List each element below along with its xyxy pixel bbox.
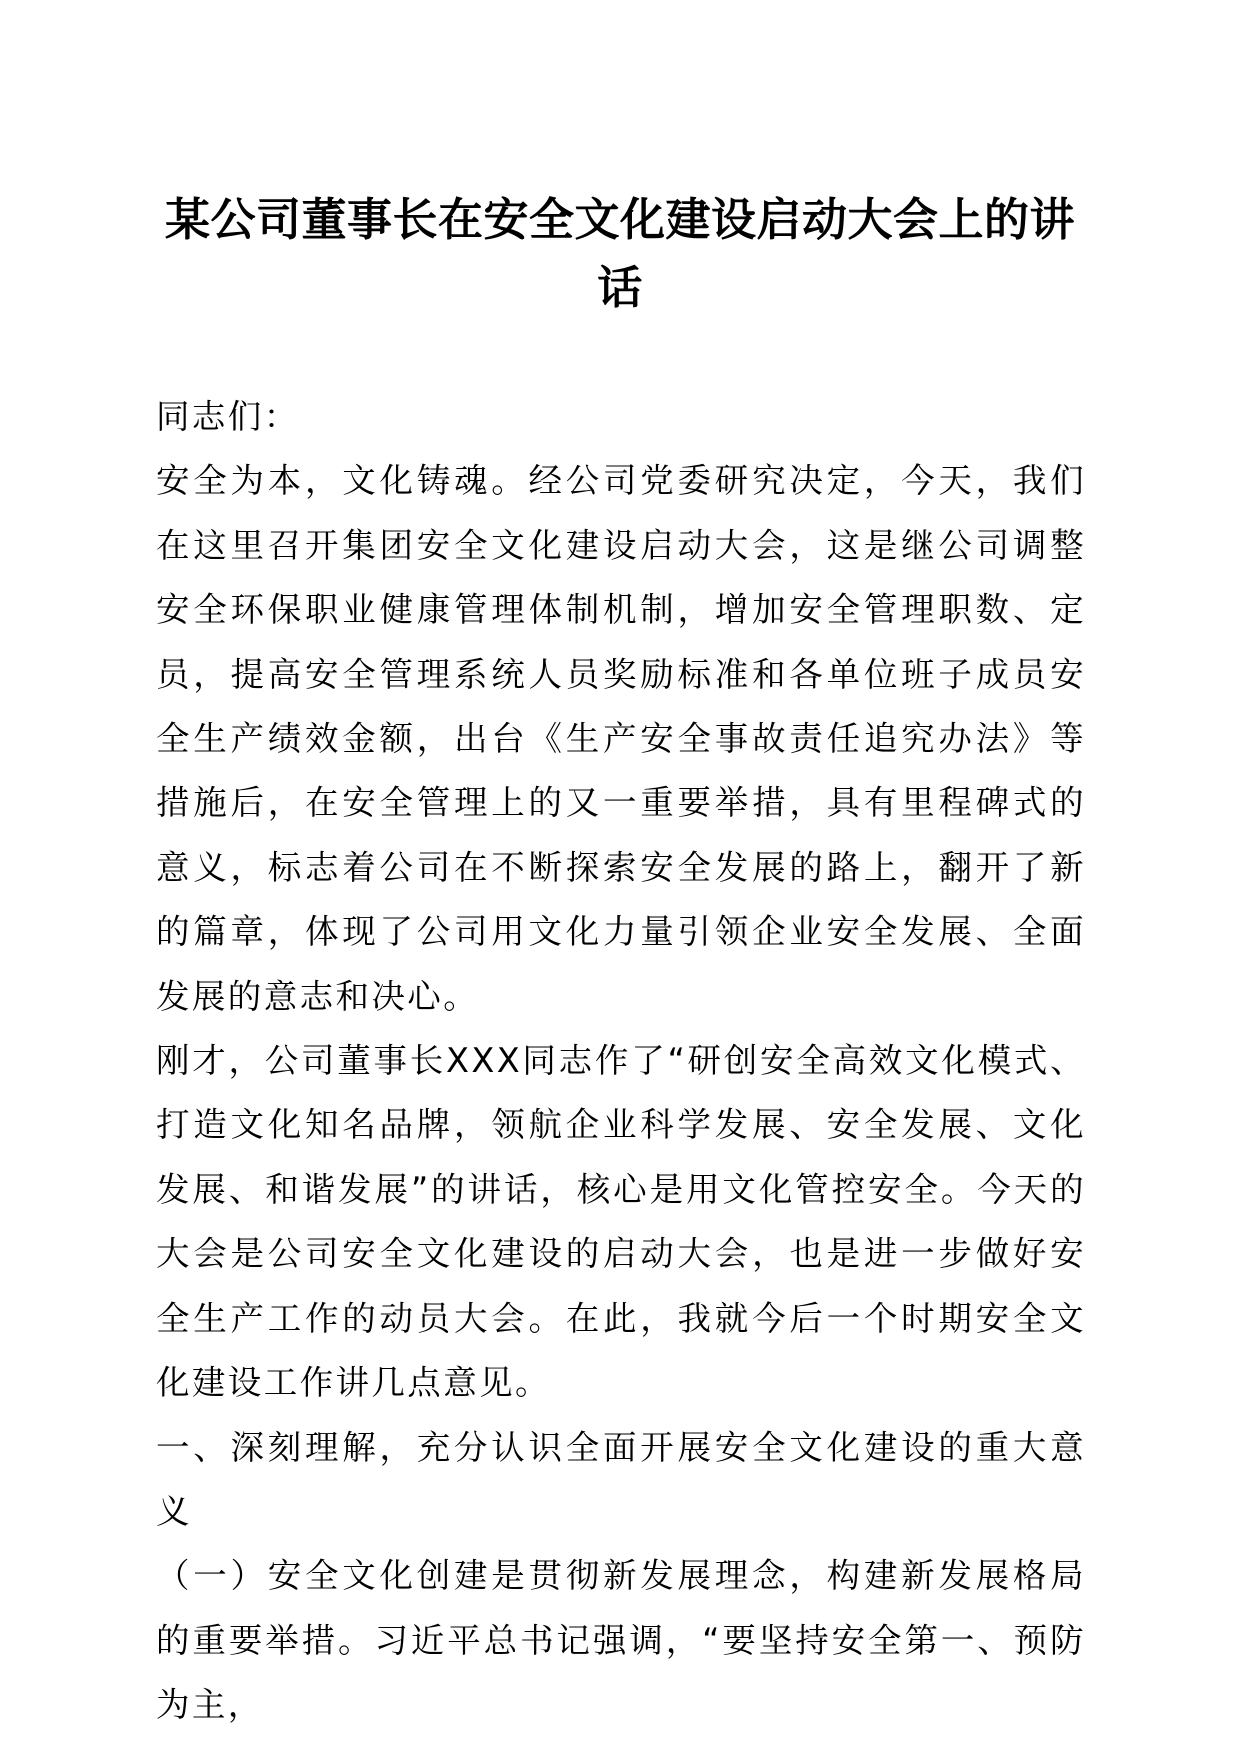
paragraph-opening: 安全为本，文化铸魂。经公司党委研究决定，今天，我们在这里召开集团安全文化建设启动大会，这是继公司调整安全环保职业健康管理体制机制，增加安全管理职数、定员，提高安全管理系统人员奖励标准和各单位班子成员安全生产绩效金额，出台《生产安全事故责任追究办法》等措施后，在安全管理上的又一重要举措，具有里程碑式的意义，标志着公司在不断探索安全发展的路上，翻开了新的篇章，体现了公司用文化力量引领企业安全发展、全面发展的意志和决心。	[156, 461, 1086, 1016]
subsection-heading-1-1: （一）安全文化创建是贯彻新发展理念，构建新发展格局的重要举措。习近平总书记强调，“要坚持安全第一、预防为主，	[156, 1556, 1086, 1725]
section-heading-1: 一、深刻理解，充分认识全面开展安全文化建设的重大意义	[156, 1427, 1086, 1531]
document-body	[156, 385, 1086, 1738]
document-title: 某公司董事长在安全文化建设启动大会上的讲话	[164, 193, 1075, 314]
salutation: 同志们：	[156, 397, 300, 436]
paragraph-speech-summary: 刚才，公司董事长XXX同志作了“研创安全高效文化模式、打造文化知名品牌，领航企业科学发展、安全发展、文化发展、和谐发展”的讲话，核心是用文化管控安全。今天的大会是公司安全文化建设的启动大会，也是进一步做好安全生产工作的动员大会。在此，我就今后一个时期安全文化建设工作讲几点意见。	[156, 1041, 1086, 1403]
